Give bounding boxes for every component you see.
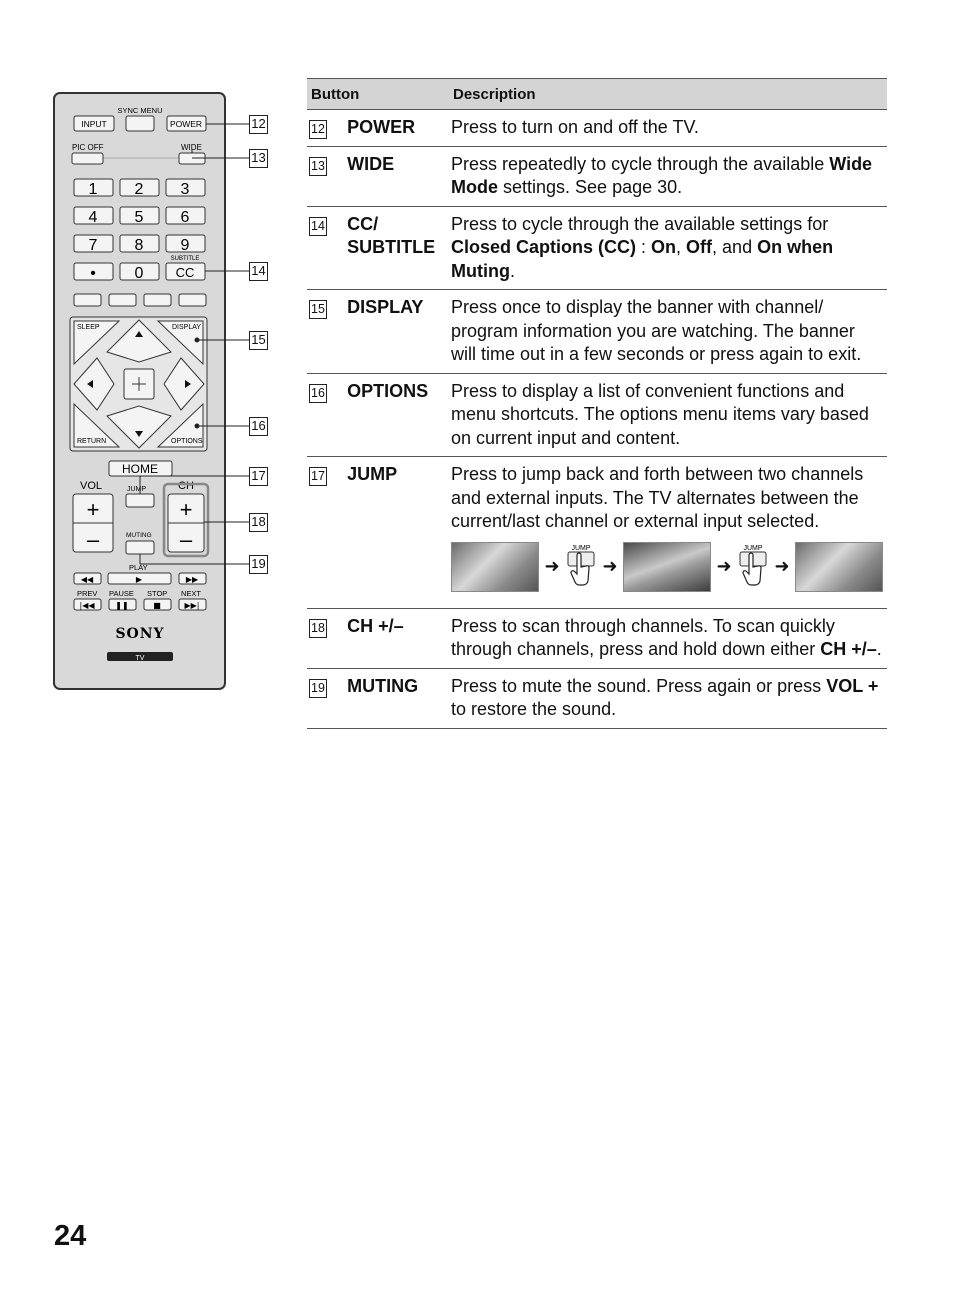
next-icon: ▶▶| (184, 601, 200, 610)
button-name: WIDE (347, 146, 451, 206)
digit-9: 9 (180, 237, 190, 254)
button-name: OPTIONS (347, 373, 451, 457)
channel-thumbnail (795, 542, 883, 592)
return-label: RETURN (77, 438, 107, 445)
button-description (451, 373, 887, 457)
row-number-badge: 19 (309, 679, 327, 698)
remote-drawing (52, 92, 282, 692)
jump-illustration (451, 542, 883, 592)
button-description (451, 290, 887, 374)
table-row (307, 206, 887, 290)
pause-icon: ❚❚ (115, 601, 129, 610)
digit-3: 3 (180, 181, 190, 198)
row-number (307, 373, 347, 457)
table-row (307, 110, 887, 147)
sleep-label: SLEEP (77, 324, 100, 331)
ch-label: CH (178, 480, 194, 492)
digit-6: 6 (180, 209, 190, 226)
row-number (307, 146, 347, 206)
jump-press-icon (565, 543, 597, 591)
callout-19: 19 (249, 555, 268, 574)
row-number (307, 608, 347, 668)
subtitle-label: SUBTITLE (170, 256, 200, 262)
home-label: HOME (122, 462, 158, 476)
remote-illustration (52, 92, 282, 692)
button-description (451, 146, 887, 206)
row-number (307, 110, 347, 147)
button-name: CH +/– (347, 608, 451, 668)
description-text: Press to turn on and off the TV. (451, 117, 699, 137)
button-description (451, 457, 887, 609)
arrow-right-icon: ➜ (774, 555, 790, 576)
callout-14: 14 (249, 262, 268, 281)
callout-16: 16 (249, 417, 268, 436)
button-description (451, 110, 887, 147)
table-row (307, 608, 887, 668)
ch-minus-icon: – (179, 527, 193, 552)
arrow-right-icon: ➜ (716, 555, 732, 576)
prev-label: PREV (77, 589, 98, 598)
display-label: DISPLAY (172, 324, 202, 331)
vol-minus-icon: – (86, 527, 100, 552)
digit-8: 8 (134, 237, 144, 254)
pic-off-label: PIC OFF (72, 143, 104, 152)
sync-menu-label: SYNC MENU (117, 106, 163, 115)
page-number: 24 (54, 1220, 87, 1252)
cc-key-label: CC (175, 265, 195, 280)
power-button-label: POWER (169, 119, 203, 129)
table-row (307, 668, 887, 728)
row-number (307, 206, 347, 290)
description-text: Press to jump back and forth between two channels and external inputs. The TV alternates between the current/last channel or external input selected. (451, 464, 864, 531)
row-number-badge: 12 (309, 120, 327, 139)
row-number (307, 668, 347, 728)
row-number-badge: 17 (309, 467, 327, 486)
arrow-right-icon: ➜ (544, 555, 560, 576)
vol-plus-icon: + (86, 497, 100, 522)
table-row (307, 146, 887, 206)
sony-logo: SONY (115, 626, 165, 642)
pause-label: PAUSE (109, 589, 134, 598)
jump-press-icon (737, 543, 769, 591)
vol-label: VOL (80, 480, 103, 492)
stop-icon: ■ (153, 601, 161, 610)
row-number-badge: 15 (309, 300, 327, 319)
row-number (307, 290, 347, 374)
jump-label: JUMP (127, 486, 147, 493)
header-description: Description (451, 79, 887, 110)
table-row (307, 457, 887, 609)
next-label: NEXT (181, 589, 202, 598)
channel-thumbnail (451, 542, 539, 592)
description-text: Press to scan through channels. To scan quickly through channels, press and hold down either CH +/–. (451, 615, 882, 659)
row-number-badge: 13 (309, 157, 327, 176)
row-number-badge: 14 (309, 217, 327, 236)
button-description (451, 206, 887, 290)
callout-17: 17 (249, 467, 268, 486)
description-text: Press to display a list of convenient functions and menu shortcuts. The options menu items vary based on current input and content. (451, 380, 869, 448)
table-header-row (307, 79, 887, 110)
channel-thumbnail (623, 542, 711, 592)
fast-forward-icon: ▶▶ (185, 575, 199, 584)
table-body (307, 110, 887, 729)
description-text: Press to mute the sound. Press again or press VOL + to restore the sound. (451, 675, 879, 719)
header-button: Button (307, 79, 451, 110)
play-label: PLAY (129, 563, 148, 572)
row-number-badge: 16 (309, 384, 327, 403)
input-button-label: INPUT (81, 119, 107, 129)
digit-5: 5 (134, 209, 144, 226)
button-name: JUMP (347, 457, 451, 609)
table-row (307, 290, 887, 374)
digit-4: 4 (88, 209, 98, 226)
row-number-badge: 18 (309, 619, 327, 638)
dot-key: • (90, 265, 96, 282)
tv-label: TV (135, 655, 145, 662)
description-text: Press once to display the banner with channel/ program information you are watching. The banner will time out in a few seconds or press again to exit. (451, 297, 862, 364)
prev-icon: |◀◀ (79, 601, 95, 610)
description-text: Press to cycle through the available settings for Closed Captions (CC) : On, Off, and On when Muting. (451, 213, 834, 281)
button-description-table (307, 78, 887, 729)
digit-2: 2 (134, 181, 144, 198)
options-label: OPTIONS (171, 438, 203, 445)
jump-icon-label: JUMP (571, 544, 591, 552)
button-name: DISPLAY (347, 290, 451, 374)
callout-12: 12 (249, 115, 268, 134)
button-name: CC/ SUBTITLE (347, 206, 451, 290)
row-number (307, 457, 347, 609)
callout-13: 13 (249, 149, 268, 168)
jump-icon-label: JUMP (743, 544, 763, 552)
button-description (451, 668, 887, 728)
stop-label: STOP (147, 589, 168, 598)
wide-label: WIDE (181, 143, 202, 152)
digit-1: 1 (88, 181, 98, 198)
callout-15: 15 (249, 331, 268, 350)
arrow-right-icon: ➜ (602, 555, 618, 576)
ch-plus-icon: + (179, 497, 193, 522)
rewind-icon: ◀◀ (80, 575, 94, 584)
callout-18: 18 (249, 513, 268, 532)
button-name: POWER (347, 110, 451, 147)
button-name: MUTING (347, 668, 451, 728)
digit-7: 7 (88, 237, 98, 254)
description-text: Press repeatedly to cycle through the available Wide Mode settings. See page 30. (451, 153, 873, 197)
play-icon: ▶ (135, 575, 143, 584)
digit-0: 0 (134, 265, 144, 282)
muting-label: MUTING (126, 532, 152, 539)
table-row (307, 373, 887, 457)
button-description (451, 608, 887, 668)
